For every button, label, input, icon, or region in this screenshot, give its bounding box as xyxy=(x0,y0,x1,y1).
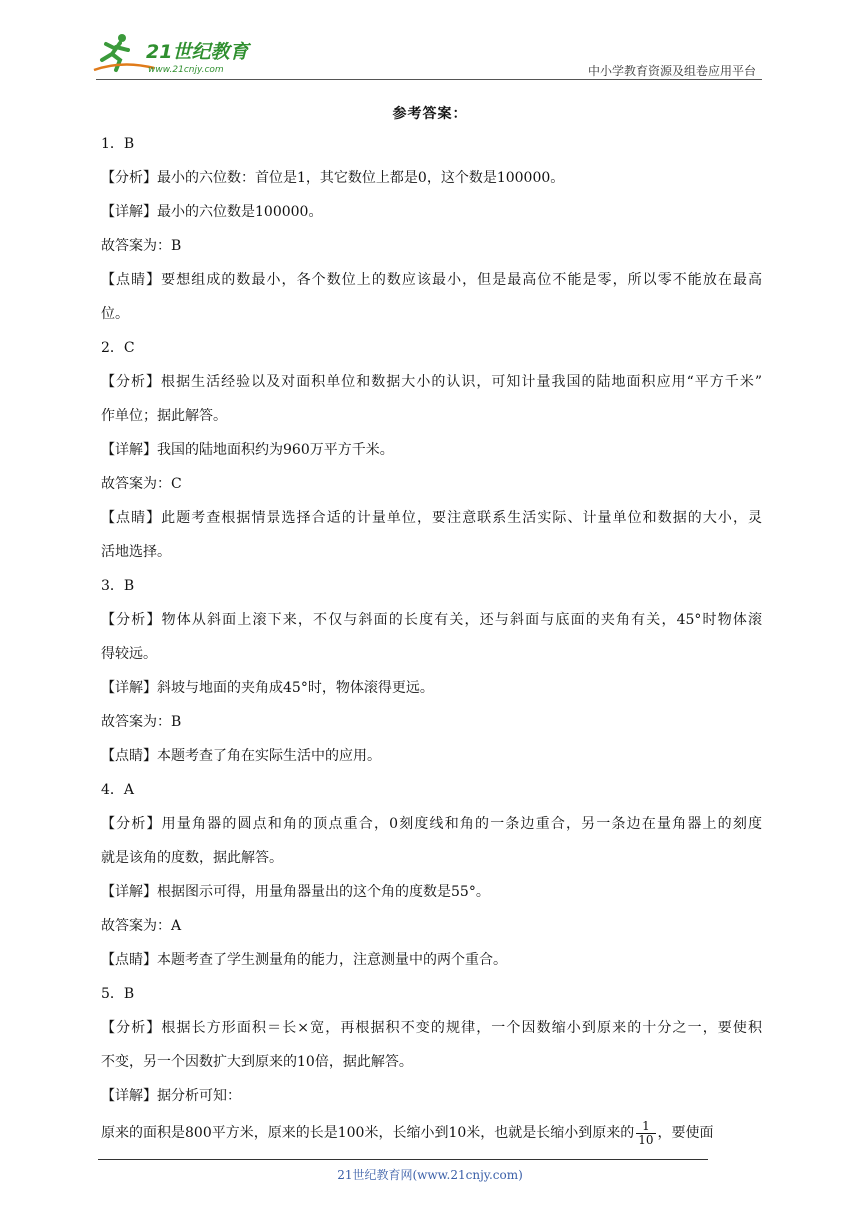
fraction-denominator: 10 xyxy=(638,1132,654,1147)
logo-url: www.21cnjy.com xyxy=(148,65,224,75)
page-title: 参考答案： xyxy=(392,106,468,122)
answer-line: 【详解】斜坡与地面的夹角成45°时，物体滚得更远。 xyxy=(101,680,434,696)
fraction-line-before: 原来的面积是800平方米，原来的长是100米，长缩小到10米，也就是长缩小到原来的 xyxy=(101,1125,635,1141)
fraction xyxy=(636,1120,655,1147)
page-footer: 21世纪教育网(www.21cnjy.com) xyxy=(337,1168,523,1182)
answer-line: 就是该角的度数，据此解答。 xyxy=(101,850,283,866)
answer-line: 故答案为：A xyxy=(101,918,182,934)
answer-line: 【详解】我国的陆地面积约为960万平方千米。 xyxy=(101,442,394,458)
runner-icon xyxy=(94,34,154,70)
answer-line: 活地选择。 xyxy=(101,544,171,560)
answer-line: 【分析】根据长方形面积＝长×宽，再根据积不变的规律，一个因数缩小到原来的十分之一，要使积 xyxy=(101,1020,762,1036)
platform-name: 中小学教育资源及组卷应用平台 xyxy=(587,64,756,78)
answer-line: 【分析】最小的六位数：首位是1，其它数位上都是0，这个数是100000。 xyxy=(101,170,565,186)
logo xyxy=(92,30,262,78)
answer-line: 【分析】根据生活经验以及对面积单位和数据大小的认识，可知计量我国的陆地面积应用“平方千米” xyxy=(101,374,762,390)
logo-text: 21世纪教育 xyxy=(146,41,249,63)
answer-line: 【详解】最小的六位数是100000。 xyxy=(101,204,323,220)
fraction-numerator: 1 xyxy=(636,1120,655,1134)
answer-line: 2．C xyxy=(101,340,135,356)
answer-line: 位。 xyxy=(101,306,129,322)
answer-line: 故答案为：B xyxy=(101,714,182,730)
answer-line-fraction xyxy=(101,1113,762,1153)
page-header xyxy=(0,0,860,84)
answer-line: 4．A xyxy=(101,782,135,798)
answer-line: 【点睛】要想组成的数最小，各个数位上的数应该最小，但是最高位不能是零，所以零不能放在最高 xyxy=(101,272,762,288)
answer-line: 不变，另一个因数扩大到原来的10倍，据此解答。 xyxy=(101,1054,413,1070)
answer-line: 【点睛】此题考查根据情景选择合适的计量单位，要注意联系生活实际、计量单位和数据的大小，灵 xyxy=(101,510,762,526)
answer-line: 【分析】物体从斜面上滚下来，不仅与斜面的长度有关，还与斜面与底面的夹角有关，45°时物体滚 xyxy=(101,612,762,628)
answer-line: 【点睛】本题考查了学生测量角的能力，注意测量中的两个重合。 xyxy=(101,952,507,968)
answer-line: 【点睛】本题考查了角在实际生活中的应用。 xyxy=(101,748,381,764)
answer-line: 【详解】据分析可知： xyxy=(101,1088,241,1104)
footer-divider xyxy=(98,1159,708,1160)
answer-line: 【分析】用量角器的圆点和角的顶点重合，0刻度线和角的一条边重合，另一条边在量角器上的刻度 xyxy=(101,816,762,832)
answer-content xyxy=(101,127,762,1153)
fraction-line-after: ，要使面 xyxy=(657,1125,714,1141)
answer-line: 3．B xyxy=(101,578,135,594)
answer-line: 故答案为：C xyxy=(101,476,182,492)
answer-line: 1．B xyxy=(101,136,135,152)
header-divider xyxy=(96,79,762,80)
answer-line: 故答案为：B xyxy=(101,238,182,254)
answer-line: 【详解】根据图示可得，用量角器量出的这个角的度数是55°。 xyxy=(101,884,490,900)
answer-line: 5．B xyxy=(101,986,135,1002)
answer-line: 作单位；据此解答。 xyxy=(101,408,227,424)
answer-line: 得较远。 xyxy=(101,646,157,662)
